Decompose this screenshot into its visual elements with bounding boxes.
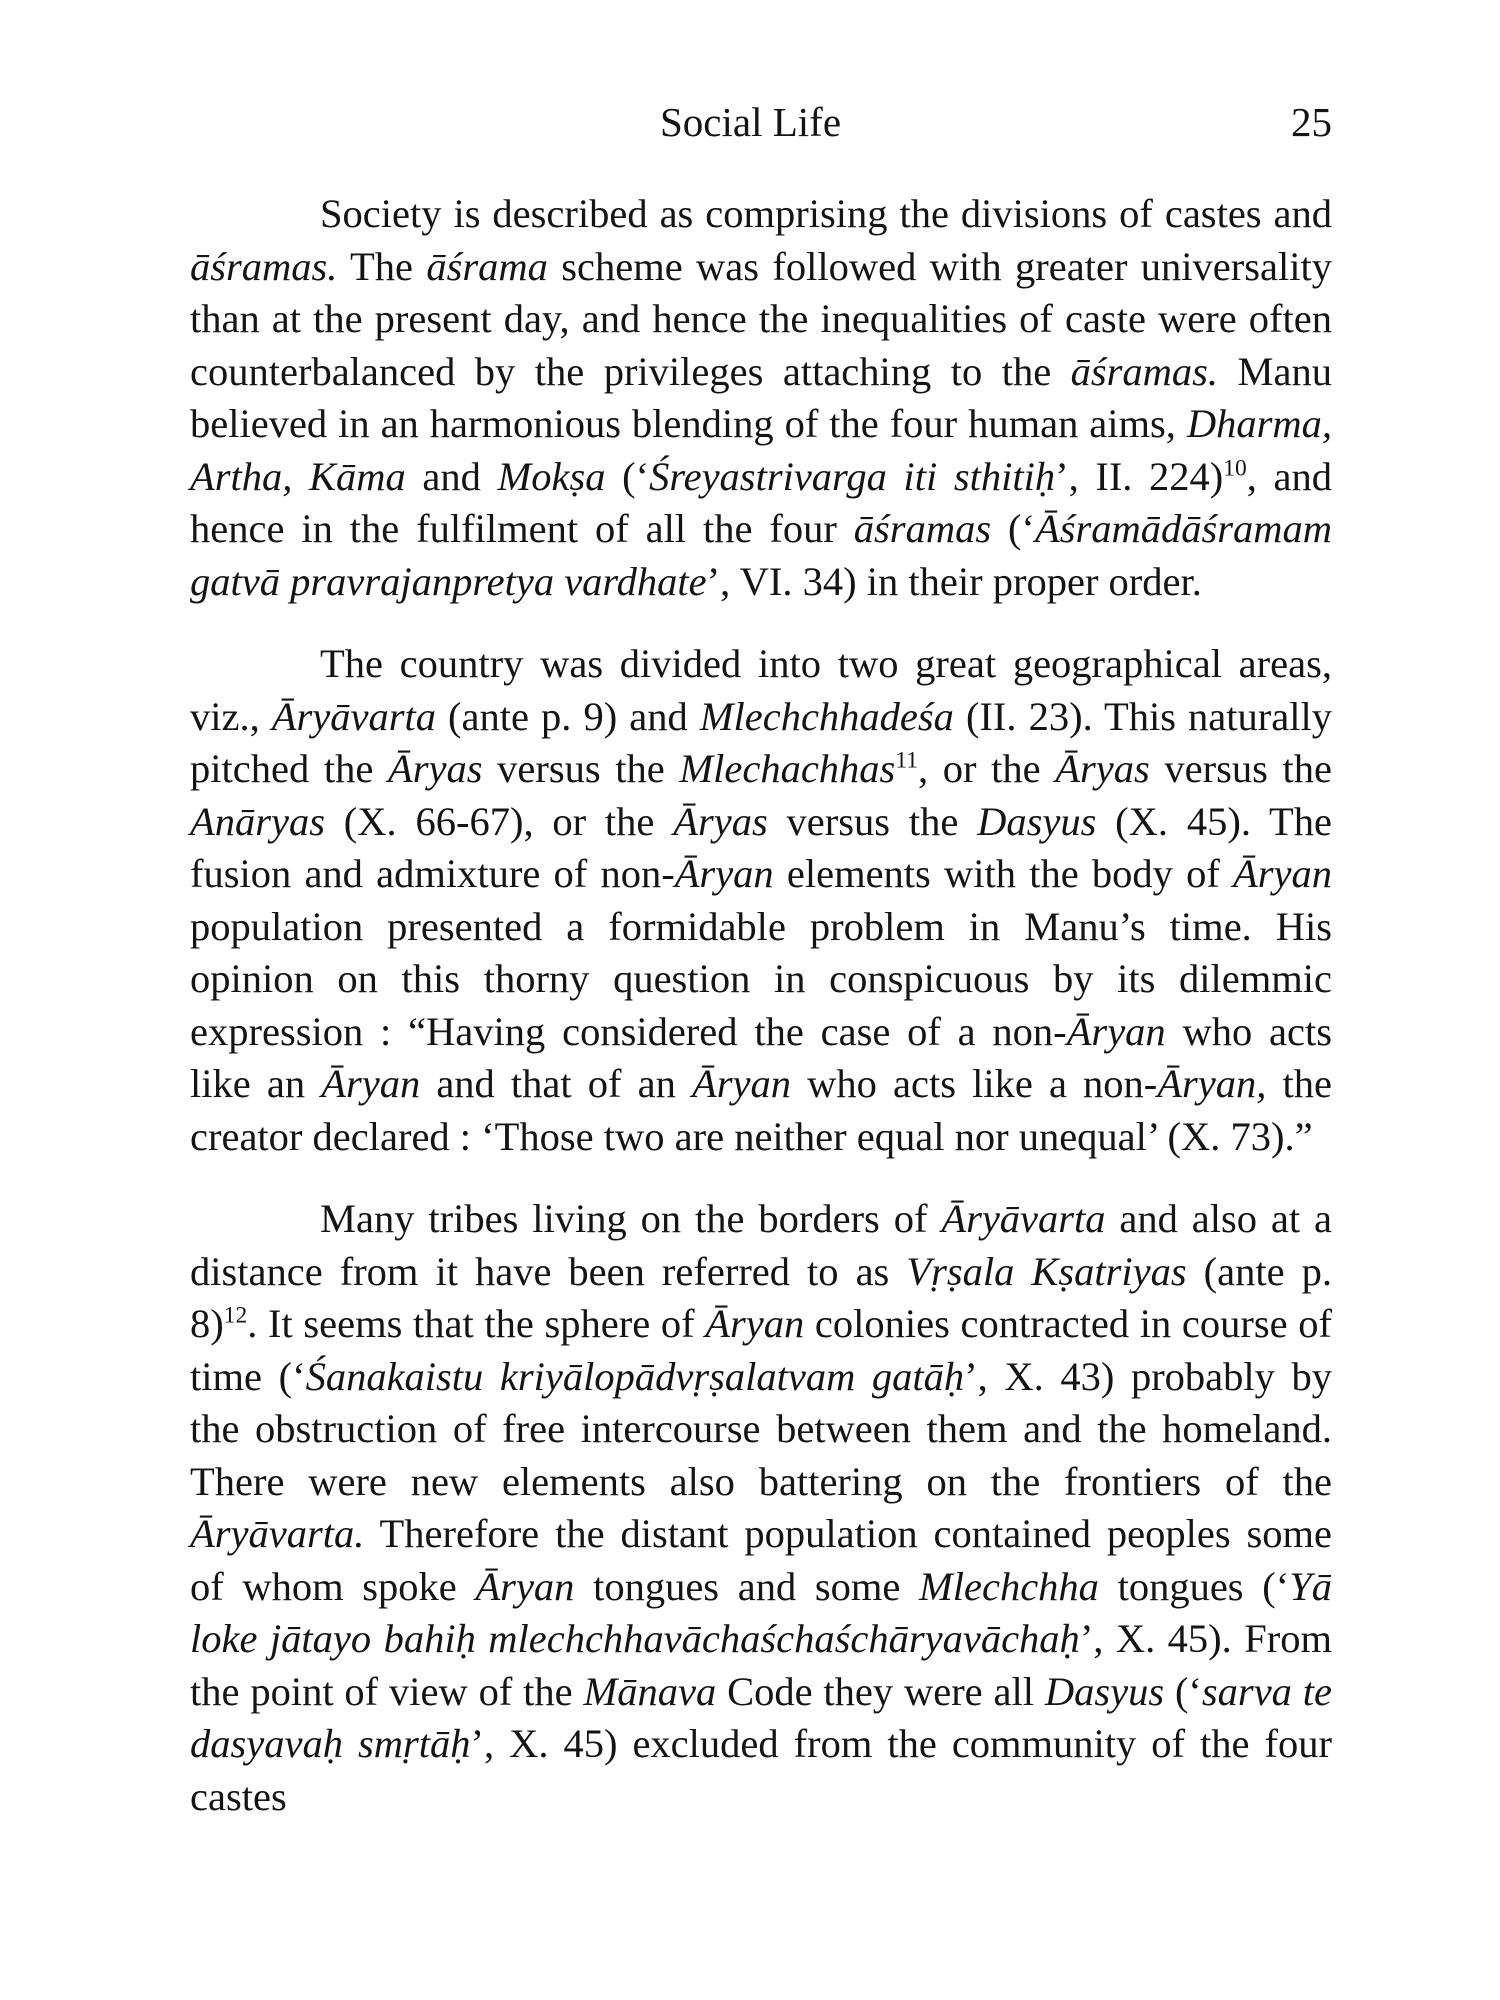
italic-term: Āryāvarta	[271, 693, 436, 739]
text-run: scheme was followed with greater universality than at the present day, and hence the inequalities of caste were often counterbalanced by the privileges attaching to the	[190, 243, 1332, 394]
italic-term: āśrama	[426, 243, 548, 289]
italic-term: Āryan	[692, 1061, 791, 1106]
text-run: and	[405, 453, 498, 499]
italic-term: Yā loke jātayo bahiḥ mlechchhavāchaśchaśchāryavāchaḥ	[190, 1563, 1332, 1661]
running-title: Social Life	[660, 99, 842, 145]
text-run: ’, X. 45) excluded from the community of the four castes	[190, 1721, 1332, 1819]
text-run: Manu believed in an harmonious blending of the four human aims,	[190, 348, 1332, 446]
italic-term: Āryāvarta.	[190, 1511, 365, 1556]
text-run: , or the	[917, 746, 1056, 791]
running-header	[0, 92, 1500, 152]
text-run: ’, X. 43) probably by the obstruction of free intercourse between them and the homeland. There were new elements also battering on the frontiers of the	[190, 1353, 1332, 1504]
text-run: (‘	[1164, 1668, 1202, 1714]
text-run: (‘	[991, 506, 1035, 551]
italic-term: Āryan	[674, 851, 774, 896]
italic-term: Mlechachhas	[679, 746, 896, 791]
italic-term: Āryāvarta	[941, 1196, 1106, 1241]
italic-term: Āryan	[321, 1061, 421, 1106]
text-run: tongues (‘	[1098, 1563, 1290, 1609]
italic-term: Dasyus	[1044, 1668, 1165, 1714]
text-run: Therefore the distant population contained peoples some of whom spoke	[190, 1511, 1332, 1609]
text-run: versus the	[767, 798, 978, 844]
text-run: (ante p. 9) and	[436, 693, 700, 739]
paragraph	[190, 638, 1332, 1163]
text-run: and also at a distance from it have been referred to as	[190, 1196, 1332, 1294]
italic-term: āśramas.	[190, 243, 338, 289]
paragraph	[190, 188, 1332, 608]
text-run: versus the	[482, 746, 680, 791]
italic-term: Āryas	[1055, 746, 1150, 791]
text-run: Society is described as comprising the divisions of castes and	[320, 191, 1332, 236]
italic-term: Āśramādāśramam gatvā pravrajanpretya vardhate	[190, 506, 1332, 604]
footnote-ref: 11	[895, 747, 918, 774]
italic-term: Dasyus	[977, 798, 1097, 844]
page-number: 25	[1291, 99, 1332, 145]
footnote-ref: 10	[1223, 455, 1247, 481]
italic-term: Āryan	[1233, 851, 1332, 896]
italic-term: Vṛṣala Kṣatriyas	[906, 1248, 1187, 1294]
italic-term: Mlechchhadeśa	[699, 693, 954, 739]
italic-term: āśramas	[853, 506, 992, 551]
text-run: The	[337, 243, 427, 289]
italic-term: Śanakaistu kriyālopādvṛṣalatvam gatāḥ	[305, 1353, 965, 1399]
text-run: population presented a formidable problem in Manu’s time. His opinion on this thorny question in conspicuous by its dilemmic expression : “Having considered the case of a non-	[190, 903, 1332, 1054]
italic-term: Āryas	[387, 746, 483, 791]
body-text	[190, 188, 1332, 1823]
italic-term: Āryan,	[1157, 1061, 1267, 1106]
text-run: . It seems that the sphere of	[247, 1301, 706, 1346]
italic-term: Āryas	[673, 798, 768, 844]
italic-term: Mlechchha	[919, 1563, 1099, 1609]
italic-term: sarva te dasyavaḥ smṛtāḥ	[190, 1668, 1332, 1766]
text-run: Code they were all	[716, 1668, 1045, 1714]
text-run: ’, X. 45). From the point of view of the	[190, 1616, 1332, 1714]
text-run: The country was divided into two great geographical areas, viz.,	[190, 641, 1332, 739]
text-run: (‘	[605, 453, 650, 499]
paragraph	[190, 1193, 1332, 1823]
italic-term: Mānava	[583, 1668, 717, 1714]
text-run: tongues and some	[574, 1563, 919, 1609]
text-run: (ante p. 8)	[190, 1248, 1332, 1346]
italic-term: Āryan	[705, 1301, 805, 1346]
footnote-ref: 12	[223, 1302, 248, 1329]
text-run: colonies contracted in course of time (‘	[190, 1301, 1332, 1399]
text-run: ’, II. 224)	[1055, 453, 1224, 499]
text-run: who acts like an	[190, 1008, 1333, 1106]
text-run: who acts like a non-	[791, 1061, 1158, 1106]
text-run: versus the	[1149, 746, 1332, 791]
italic-term: Āryan	[1066, 1008, 1166, 1054]
text-run: and that of an	[420, 1061, 693, 1106]
italic-term: āśramas.	[1070, 348, 1219, 394]
text-run: ’, VI. 34) in their proper order.	[706, 558, 1202, 604]
italic-term: Āryan	[475, 1563, 575, 1609]
text-run: the creator declared : ‘Those two are neither equal nor unequal’ (X. 73).”	[190, 1061, 1333, 1159]
text-run: (X. 45). The fusion and admixture of non-	[190, 798, 1332, 896]
text-run: (II. 23). This naturally pitched the	[190, 693, 1332, 791]
italic-term: Dharma, Artha, Kāma	[190, 401, 1332, 499]
text-run: elements with the body of	[773, 851, 1234, 896]
italic-term: Śreyastrivarga iti sthitiḥ	[649, 453, 1056, 499]
italic-term: Mokṣa	[497, 453, 606, 499]
text-run: (X. 66-67), or the	[325, 798, 674, 844]
italic-term: Anāryas	[190, 798, 325, 844]
text-run: Many tribes living on the borders of	[320, 1196, 942, 1241]
text-run: , and hence in the fulfilment of all the four	[190, 453, 1333, 551]
